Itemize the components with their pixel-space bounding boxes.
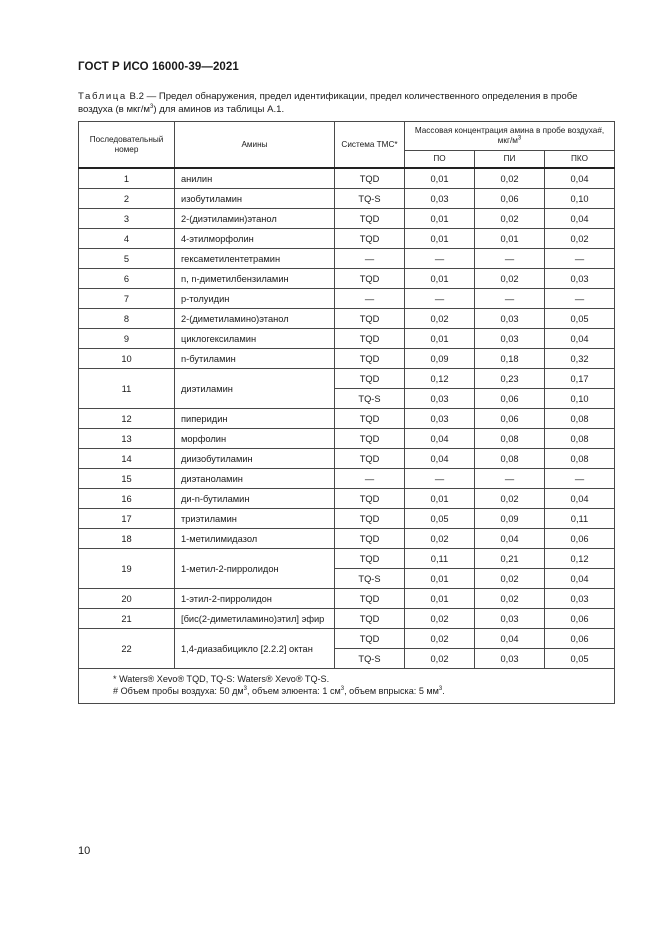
cell-number: 20 [79,589,175,609]
cell-system: TQ-S [335,569,405,589]
cell-system: TQD [335,209,405,229]
page-number: 10 [78,845,91,857]
cell-po: 0,02 [405,609,475,629]
cell-pi: 0,02 [475,569,545,589]
cell-po: 0,04 [405,449,475,469]
cell-number: 8 [79,309,175,329]
cell-number: 11 [79,369,175,409]
cell-number: 13 [79,429,175,449]
table-row [79,329,615,349]
table-caption [78,90,614,116]
cell-pi: 0,06 [475,189,545,209]
cell-pi: 0,03 [475,309,545,329]
cell-amine: [бис(2-диметиламино)этил] эфир [175,609,335,629]
cell-amine: морфолин [175,429,335,449]
cell-pko: 0,08 [545,429,615,449]
cell-system: TQD [335,589,405,609]
table-row [79,229,615,249]
cell-pi: 0,03 [475,609,545,629]
cell-number: 4 [79,229,175,249]
caption-text-1: — Предел обнаружения, предел идентификации, предел количественного определения в пробе воздуха (в мкг/м [78,91,578,115]
cell-po: — [405,289,475,309]
table-row [79,168,615,189]
cell-amine: пиперидин [175,409,335,429]
cell-pko: 0,06 [545,529,615,549]
cell-pi: 0,09 [475,509,545,529]
table-body [79,168,615,669]
table-row [79,429,615,449]
table-row [79,269,615,289]
footnote-2-sup1: 3 [243,685,247,692]
header-system: Система ТМС* [335,122,405,169]
table-row [79,409,615,429]
cell-system: TQD [335,549,405,569]
cell-pko: 0,12 [545,549,615,569]
cell-po: 0,02 [405,529,475,549]
cell-pko: — [545,469,615,489]
header-concentration-text: Массовая концентрация амина в пробе воздуха#, мкг/м [414,126,605,145]
cell-system: TQD [335,629,405,649]
cell-po: 0,01 [405,569,475,589]
table-row [79,589,615,609]
header-pko: ПКО [545,151,615,169]
header-concentration-sup: 3 [517,135,522,142]
cell-pi: — [475,249,545,269]
cell-number: 19 [79,549,175,589]
cell-amine: диэтиламин [175,369,335,409]
cell-system: TQD [335,409,405,429]
cell-number: 5 [79,249,175,269]
cell-amine: диизобутиламин [175,449,335,469]
header-concentration [405,122,615,151]
cell-amine: триэтиламин [175,509,335,529]
table-row [79,509,615,529]
cell-number: 18 [79,529,175,549]
cell-amine: 2-(диэтиламин)этанол [175,209,335,229]
cell-system: TQD [335,269,405,289]
cell-pko: — [545,289,615,309]
caption-sup: 3 [150,103,154,110]
cell-number: 3 [79,209,175,229]
cell-pi: 0,04 [475,629,545,649]
footnote-2-sup2: 3 [340,685,345,692]
cell-pko: 0,03 [545,269,615,289]
cell-pi: 0,02 [475,209,545,229]
cell-pko: 0,06 [545,629,615,649]
cell-system: TQD [335,349,405,369]
cell-system: — [335,289,405,309]
cell-system: TQ-S [335,389,405,409]
caption-text-2: ) для аминов из таблицы А.1. [153,104,285,115]
cell-amine: ди-n-бутиламин [175,489,335,509]
cell-system: TQD [335,168,405,189]
cell-number: 22 [79,629,175,669]
cell-amine: n, n-диметилбензиламин [175,269,335,289]
cell-pi: — [475,289,545,309]
header-num: Последовательный номер [79,122,175,169]
cell-number: 10 [79,349,175,369]
cell-pko: 0,08 [545,409,615,429]
caption-label: Таблица [78,91,127,102]
table-row [79,629,615,649]
cell-po: 0,01 [405,269,475,289]
cell-pi: 0,02 [475,269,545,289]
cell-po: 0,01 [405,209,475,229]
cell-amine: анилин [175,168,335,189]
footnote-2-d: . [442,686,445,696]
cell-system: TQD [335,509,405,529]
cell-po: 0,01 [405,168,475,189]
cell-pko: 0,10 [545,389,615,409]
amine-limits-table [78,121,615,704]
cell-pko: 0,02 [545,229,615,249]
cell-po: 0,09 [405,349,475,369]
table-row [79,529,615,549]
cell-amine: n-бутиламин [175,349,335,369]
cell-number: 2 [79,189,175,209]
footnote-2 [113,685,604,697]
cell-amine: диэтаноламин [175,469,335,489]
cell-po: 0,01 [405,489,475,509]
cell-number: 6 [79,269,175,289]
cell-number: 7 [79,289,175,309]
cell-amine: 1-метилимидазол [175,529,335,549]
cell-system: TQD [335,449,405,469]
table-row [79,489,615,509]
cell-pko: 0,04 [545,569,615,589]
header-amine: Амины [175,122,335,169]
cell-amine: изобутиламин [175,189,335,209]
cell-pko: 0,04 [545,209,615,229]
table-row [79,349,615,369]
footnote-2-a: # Объем пробы воздуха: 50 дм [113,686,244,696]
cell-number: 17 [79,509,175,529]
cell-po: 0,05 [405,509,475,529]
cell-number: 12 [79,409,175,429]
caption-number: В.2 [129,91,144,102]
cell-po: 0,04 [405,429,475,449]
cell-pko: 0,17 [545,369,615,389]
footnote-2-c: , объем впрыска: 5 мм [344,686,439,696]
header-po: ПО [405,151,475,169]
cell-system: TQ-S [335,649,405,669]
cell-po: 0,11 [405,549,475,569]
cell-pko: 0,04 [545,489,615,509]
cell-pi: 0,02 [475,589,545,609]
cell-pi: 0,08 [475,449,545,469]
table-footnotes [79,669,615,704]
cell-po: 0,02 [405,649,475,669]
cell-amine: 1-метил-2-пирролидон [175,549,335,589]
cell-po: 0,01 [405,229,475,249]
cell-pko: 0,11 [545,509,615,529]
cell-pi: 0,01 [475,229,545,249]
cell-pko: 0,32 [545,349,615,369]
cell-system: TQ-S [335,189,405,209]
cell-pi: 0,03 [475,649,545,669]
table-row [79,549,615,569]
cell-po: 0,02 [405,629,475,649]
cell-pko: 0,08 [545,449,615,469]
table-row [79,449,615,469]
footnote-2-sup3: 3 [438,685,443,692]
table-row [79,209,615,229]
table-row [79,369,615,389]
cell-pi: 0,18 [475,349,545,369]
table-row [79,609,615,629]
cell-pko: 0,05 [545,309,615,329]
cell-pi: 0,06 [475,409,545,429]
cell-system: TQD [335,489,405,509]
cell-po: 0,03 [405,389,475,409]
cell-pko: 0,03 [545,589,615,609]
table-row [79,289,615,309]
header-pi: ПИ [475,151,545,169]
cell-pi: — [475,469,545,489]
table-row [79,469,615,489]
cell-po: 0,02 [405,309,475,329]
cell-pi: 0,21 [475,549,545,569]
cell-system: TQD [335,529,405,549]
cell-amine: 4-этилморфолин [175,229,335,249]
cell-po: 0,03 [405,409,475,429]
cell-system: TQD [335,329,405,349]
cell-system: TQD [335,229,405,249]
cell-amine: циклогексиламин [175,329,335,349]
cell-system: TQD [335,369,405,389]
cell-pi: 0,08 [475,429,545,449]
cell-system: TQD [335,429,405,449]
cell-pi: 0,23 [475,369,545,389]
cell-po: — [405,469,475,489]
cell-pi: 0,02 [475,168,545,189]
cell-number: 14 [79,449,175,469]
amine-limits-table-wrapper [78,121,614,704]
cell-pi: 0,04 [475,529,545,549]
cell-pi: 0,03 [475,329,545,349]
cell-pko: 0,05 [545,649,615,669]
cell-amine: р-толуидин [175,289,335,309]
cell-system: — [335,469,405,489]
footnote-2-b: , объем элюента: 1 см [247,686,341,696]
cell-po: — [405,249,475,269]
cell-amine: 1-этил-2-пирролидон [175,589,335,609]
cell-pko: 0,10 [545,189,615,209]
cell-system: TQD [335,309,405,329]
cell-pko: — [545,249,615,269]
cell-po: 0,12 [405,369,475,389]
cell-amine: 2-(диметиламино)этанол [175,309,335,329]
footnote-1: * Waters® Xevo® TQD, TQ-S: Waters® Xevo® TQ-S. [113,674,330,684]
cell-pko: 0,06 [545,609,615,629]
table-row [79,189,615,209]
cell-number: 1 [79,168,175,189]
table-row [79,249,615,269]
cell-pko: 0,04 [545,168,615,189]
cell-number: 16 [79,489,175,509]
cell-po: 0,03 [405,189,475,209]
cell-system: TQD [335,609,405,629]
cell-pi: 0,02 [475,489,545,509]
cell-amine: 1,4-диазабицикло [2.2.2] октан [175,629,335,669]
cell-amine: гексаметилентетрамин [175,249,335,269]
cell-number: 9 [79,329,175,349]
cell-po: 0,01 [405,589,475,609]
cell-po: 0,01 [405,329,475,349]
document-standard-header: ГОСТ Р ИСО 16000-39—2021 [78,61,239,73]
cell-number: 21 [79,609,175,629]
cell-pko: 0,04 [545,329,615,349]
cell-system: — [335,249,405,269]
table-row [79,309,615,329]
cell-number: 15 [79,469,175,489]
cell-pi: 0,06 [475,389,545,409]
